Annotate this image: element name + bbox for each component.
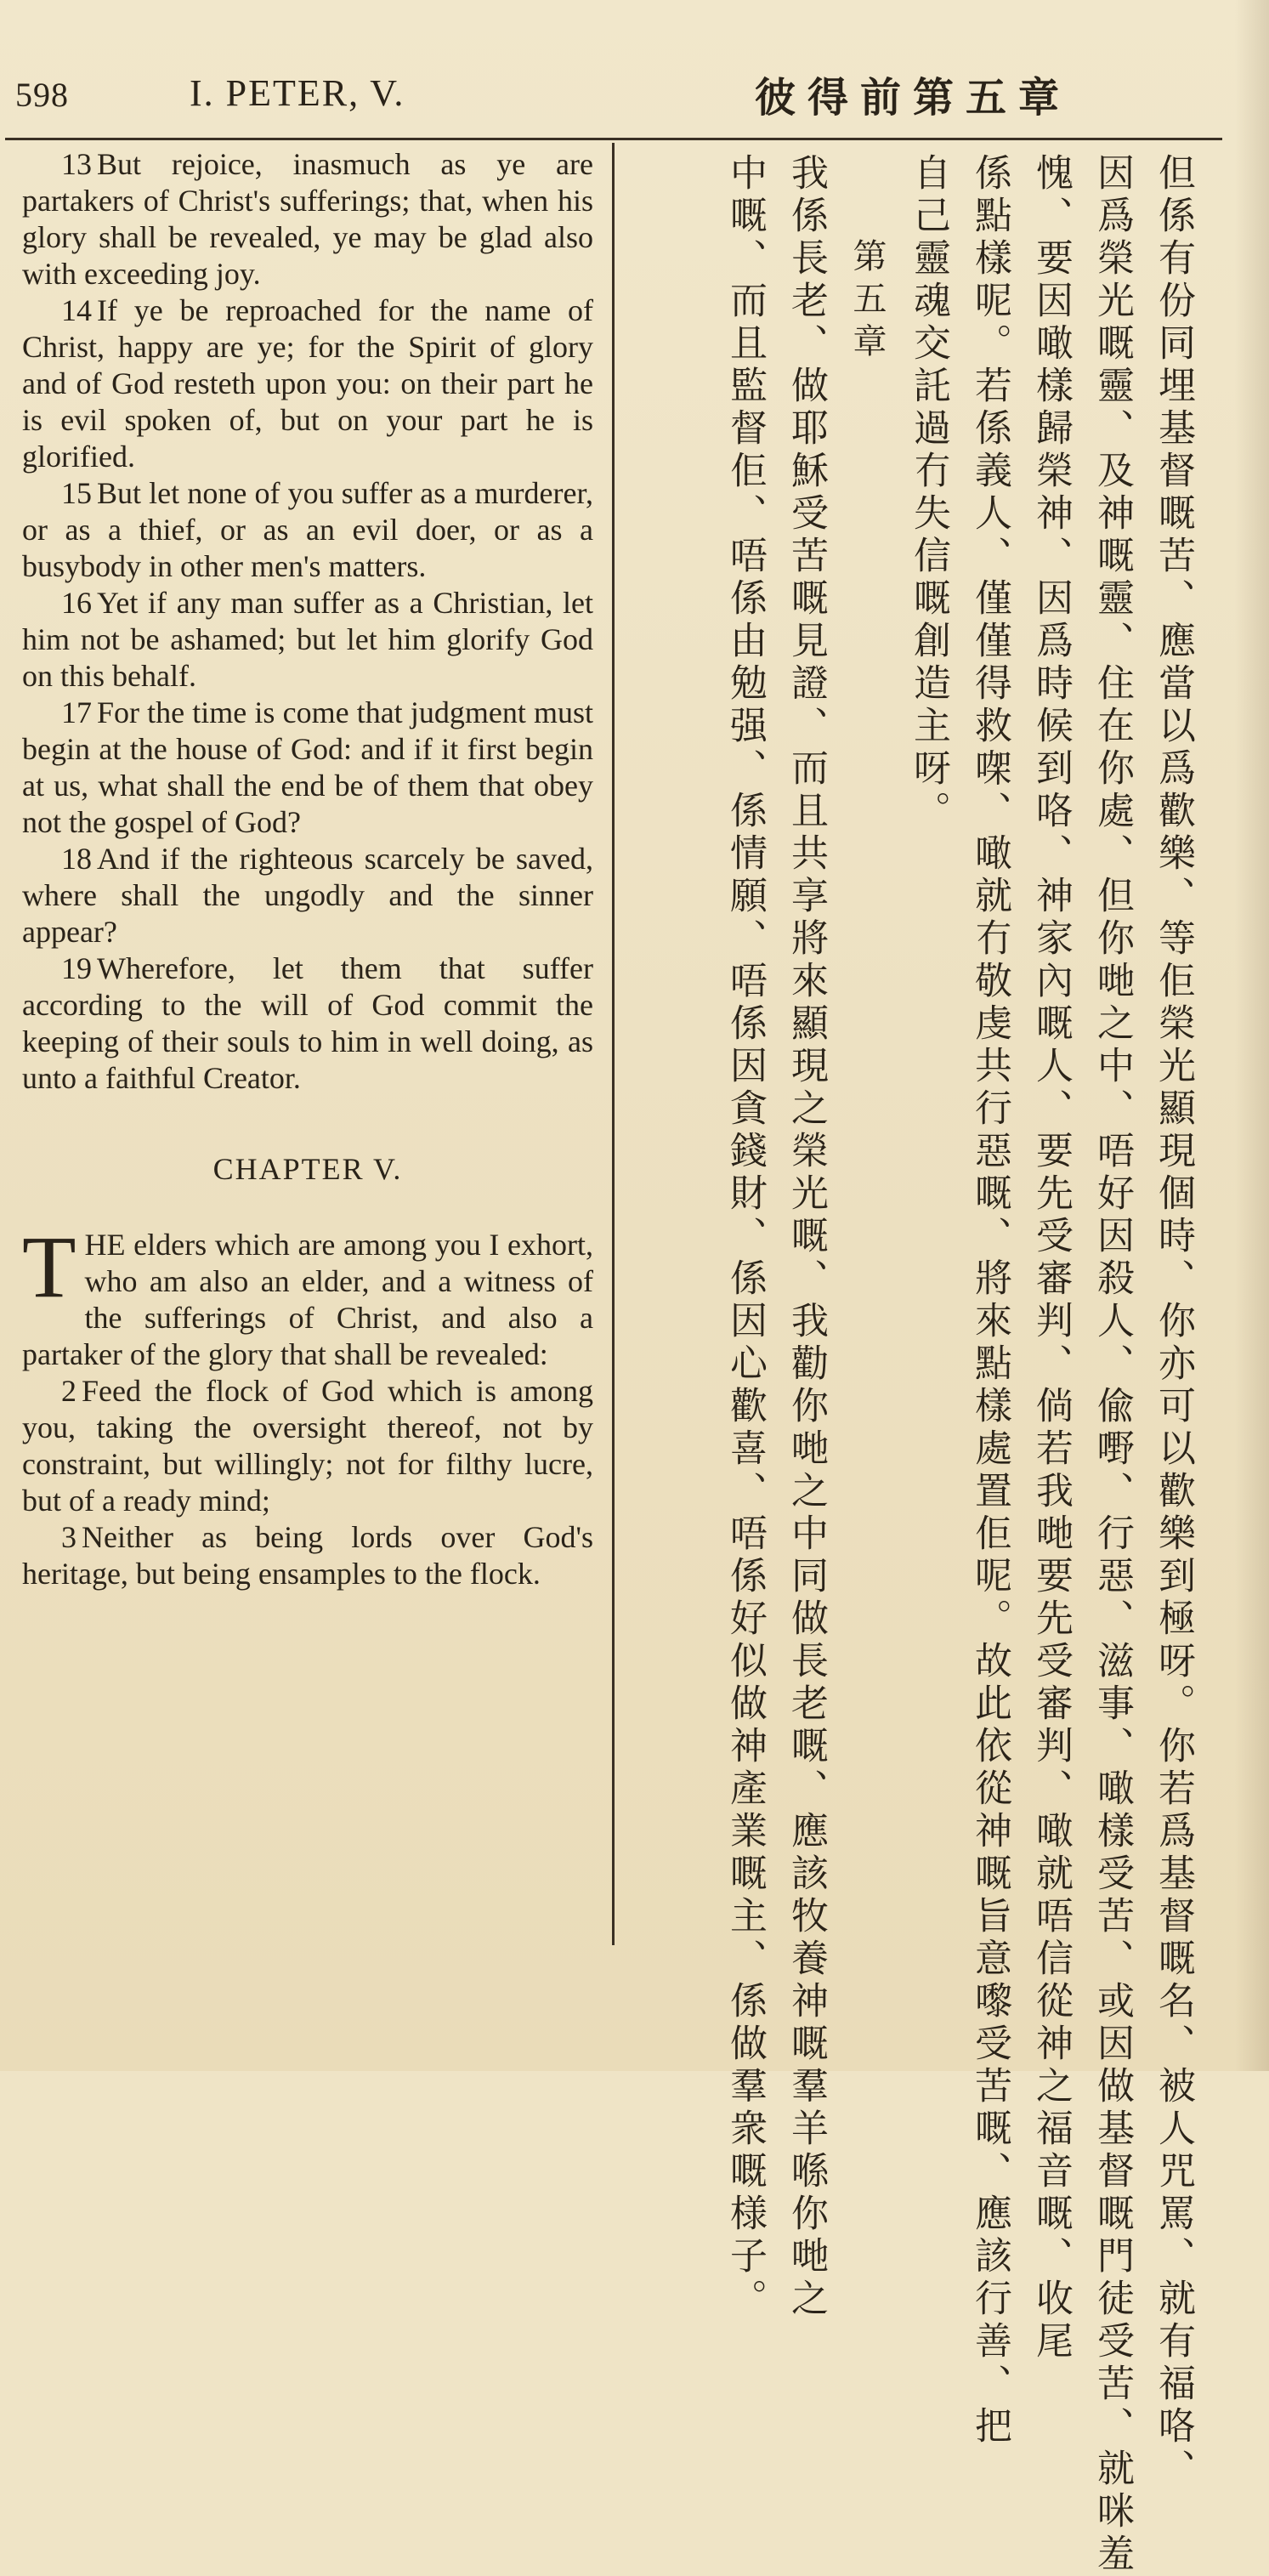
- chapter-heading: CHAPTER V.: [212, 1152, 403, 1186]
- header-rule: [5, 138, 1222, 140]
- verse-text: For the time is come that judgment must begin at the house of God: and if it first begin at us, what shall the end be of them that obey not the gospel of God?: [22, 695, 593, 839]
- verse-3: [22, 1519, 593, 1592]
- verse-14: [22, 292, 593, 475]
- verse-13: [22, 146, 593, 292]
- verse-text: But let none of you suffer as a murderer, or as a thief, or as an evil doer, or as a busybody in other men's matters.: [22, 476, 593, 583]
- verse-15: [22, 475, 593, 585]
- chapter-5-verses: [22, 1373, 593, 1592]
- verse-text: And if the righteous scarcely be saved, where shall the ungodly and the sinner appear?: [22, 842, 593, 949]
- verse-text: Yet if any man suffer as a Christian, let him not be ashamed; but let him glorify God on this behalf.: [22, 586, 593, 693]
- chinese-column-line: 因爲榮光嘅靈、及神嘅靈、住在你處、但你哋之中、唔好因殺人、偸嘢、行惡、滋事、噉樣受苦、或因做基督嘅門徒受苦、就咪羞: [1091, 153, 1134, 2576]
- page-header: [15, 60, 1222, 128]
- page-number: 598: [15, 76, 69, 114]
- verse-text: Neither as being lords over God's heritage, but being ensamples to the flock.: [22, 1520, 593, 1591]
- verse-2: [22, 1373, 593, 1519]
- english-column: [22, 146, 593, 1592]
- chinese-column-line: 愧、要因噉樣歸榮神、因爲時候到咯、神家內嘅人、要先受審判、倘若我哋要先受審判、噉就唔信從神之福音嘅、收尾: [1029, 153, 1073, 2363]
- verse-1-text: HE elders which are among you I exhort, who am also an elder, and a witness of the sufferings of Christ, and also a partaker of the glory that shall be revealed:: [22, 1228, 593, 1371]
- chinese-column-line: 第五章: [847, 238, 887, 366]
- verse-18: [22, 841, 593, 950]
- verse-17: [22, 695, 593, 841]
- chinese-title: 彼得前第五章: [755, 74, 1072, 122]
- verse-number: 14: [61, 293, 92, 327]
- column-divider: [612, 143, 615, 1945]
- chinese-column-line: 但係有份同埋基督嘅苦、應當以爲歡樂、等佢榮光顯現個時、你亦可以歡樂到極呀。你若爲基督嘅名、被人咒罵、就有福咯、: [1152, 153, 1195, 2491]
- verse-number: 16: [61, 586, 92, 620]
- verse-19: [22, 950, 593, 1097]
- chinese-column-line: 中嘅、而且監督佢、唔係由勉强、係情願、唔係因貪錢財、係因心歡喜、唔係好似做神產業嘅主、係做羣衆嘅様子。: [723, 153, 767, 2321]
- verse-number: 19: [61, 951, 92, 985]
- verse-text: If ye be reproached for the name of Christ, happy are ye; for the Spirit of glory and of God resteth upon you: on their part he is evil spoken of, but on your part he is glorified.: [22, 293, 593, 474]
- verse-1: [22, 1218, 593, 1373]
- verse-16: [22, 585, 593, 695]
- running-title: I. PETER, V.: [190, 72, 405, 114]
- verse-number: 2: [61, 1374, 76, 1408]
- verse-number: 3: [61, 1520, 76, 1554]
- chapter-4-verses: [22, 146, 593, 1097]
- verse-number: 15: [61, 476, 92, 510]
- verse-number: 17: [61, 695, 92, 729]
- chinese-column-line: 我係長老、做耶穌受苦嘅見證、而且共享將來顯現之榮光嘅、我勸你哋之中同做長老嘅、應該牧養神嘅羣羊喺你哋之: [785, 153, 828, 2321]
- verse-number: 13: [61, 147, 92, 181]
- verse-text: Wherefore, let them that suffer according to the will of God commit the keeping of their souls to him in well doing, as unto a faithful Creator.: [22, 951, 593, 1095]
- drop-cap: T: [22, 1218, 76, 1316]
- chinese-column-line: 自己靈魂交託過冇失信嘅創造主呀。: [907, 153, 950, 833]
- verse-text: Feed the flock of God which is among you, taking the oversight thereof, not by constraint, but willingly; not for filthy lucre, but of a ready mind;: [22, 1374, 593, 1518]
- page-edge-shadow: [1235, 0, 1269, 2071]
- chinese-column: [627, 153, 1205, 2576]
- verse-text: But rejoice, inasmuch as ye are partakers of Christ's sufferings; that, when his glory shall be revealed, ye may be glad also with exceeding joy.: [22, 147, 593, 291]
- chinese-column-line: 係點樣呢。若係義人、僅僅得救㗎、噉就冇敬虔共行惡嘅、將來點樣處置佢呢。故此依從神嘅旨意嚟受苦嘅、應該行善、把: [968, 153, 1011, 2448]
- verse-number: 18: [61, 842, 92, 876]
